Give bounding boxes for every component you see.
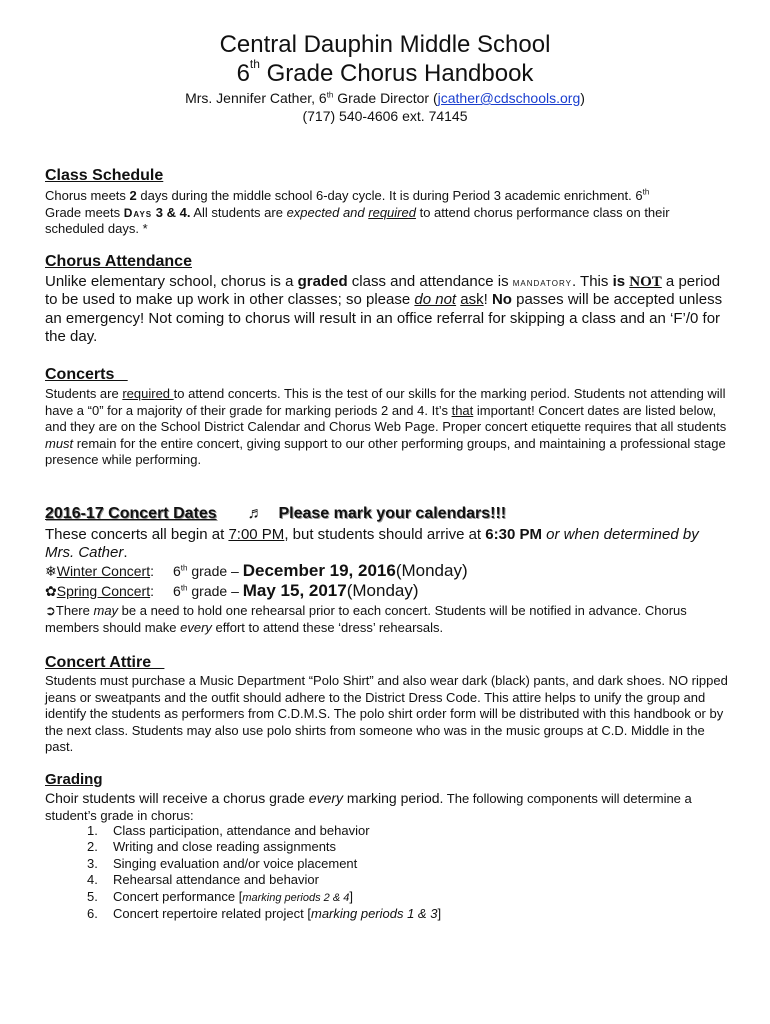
- list-item: 5. Concert performance [marking periods 2 & 4]: [87, 888, 353, 904]
- list-item: 3. Singing evaluation and/or voice placement: [87, 855, 358, 871]
- list-item: 2. Writing and close reading assignments: [87, 839, 337, 855]
- flower-icon: ✿: [45, 583, 57, 599]
- grading-intro: Choir students will receive a chorus grade every marking period. The following components will determine a student’s grade in chorus:: [45, 790, 692, 823]
- class-schedule-text: Chorus meets 2 days during the middle school 6-day cycle. It is during Period 3 academic enrichment. 6th Grade meets Days 3 & 4. All students are expected and required to attend chorus performance class on their scheduled days. *: [45, 187, 670, 236]
- school-title: Central Dauphin Middle School: [219, 31, 551, 58]
- arrow-icon: ➲: [45, 603, 56, 618]
- concert-dates-heading: 2016-17 Concert Dates: [45, 505, 217, 522]
- snowflake-icon: ❄: [45, 563, 57, 579]
- list-item: 6. Concert repertoire related project [marking periods 1 & 3]: [87, 906, 442, 922]
- calendar-reminder: Please mark your calendars!!!: [278, 505, 507, 522]
- director-line: Mrs. Jennifer Cather, 6th Grade Director (jcather@cdschools.org): [185, 90, 585, 106]
- rehearsal-note: ➲There may be a need to hold one rehearsal prior to each concert. Students will be notified in advance. Chorus members should make every effort to attend these ‘dress’ rehearsals.: [45, 603, 687, 635]
- concert-attire-text: Students must purchase a Music Department “Polo Shirt” and also wear dark (black) pants, and dark shoes. NO ripped jeans or sweatpants and the outfit should adhere to the District Dress Code. This attire helps to unify the group and identify the students as performers from C.D.M.S. The polo shirt order form will be distributed with this handbook or by the next class. Students may also use polo shirts from someone who was in the music groups at C.D. Middle in the past.: [45, 673, 728, 754]
- list-item: 4. Rehearsal attendance and behavior: [87, 872, 319, 888]
- winter-concert-row: ❄Winter Concert: 6th grade – December 19, 2016(Monday): [45, 561, 468, 580]
- spring-concert-date: May 15, 2017: [242, 581, 347, 600]
- handbook-title: 6th Grade Chorus Handbook: [236, 57, 534, 87]
- spring-concert-label: Spring Concert: [56, 583, 151, 599]
- class-schedule-heading: Class Schedule: [45, 167, 164, 184]
- attendance-text: Unlike elementary school, chorus is a graded class and attendance is mandatory. This is NOT a period to be used to make up work in other classes; so please do not ask! No passes will be accepted unless an emergency! Not coming to chorus will result in an office referral for skipping a class and an ‘F’/0 for the day.: [45, 273, 723, 345]
- music-note-icon: ♬: [247, 505, 264, 522]
- phone-line: (717) 540-4606 ext. 74145: [302, 108, 468, 124]
- winter-concert-label: Winter Concert: [56, 563, 151, 579]
- email-link[interactable]: jcather@cdschools.org: [437, 90, 581, 106]
- winter-concert-date: December 19, 2016: [242, 561, 396, 580]
- concert-attire-heading: Concert Attire: [45, 654, 165, 671]
- spring-concert-row: ✿Spring Concert: 6th grade – May 15, 2017(Monday): [45, 581, 419, 600]
- concert-time-text: These concerts all begin at 7:00 PM, but students should arrive at 6:30 PM or when determined by Mrs. Cather.: [45, 526, 699, 562]
- grading-list: [87, 823, 441, 922]
- concert-dates-heading-row: [45, 505, 506, 523]
- list-item: 1. Class participation, attendance and behavior: [87, 823, 370, 838]
- grading-heading: Grading: [45, 771, 103, 788]
- attendance-heading: Chorus Attendance: [45, 253, 192, 270]
- concerts-heading: Concerts: [45, 366, 128, 383]
- concerts-text: Students are required to attend concerts. This is the test of our skills for the marking period. Students not attending will have a “0” for a majority of their grade for marking periods 2 and 4. It’s that important! Concert dates are listed below, and they are on the School District Calendar and Chorus Web Page. Proper concert etiquette requires that all students must remain for the entire concert, giving support to our other performing groups, and maintaining a professional stage presence while performing.: [45, 386, 727, 467]
